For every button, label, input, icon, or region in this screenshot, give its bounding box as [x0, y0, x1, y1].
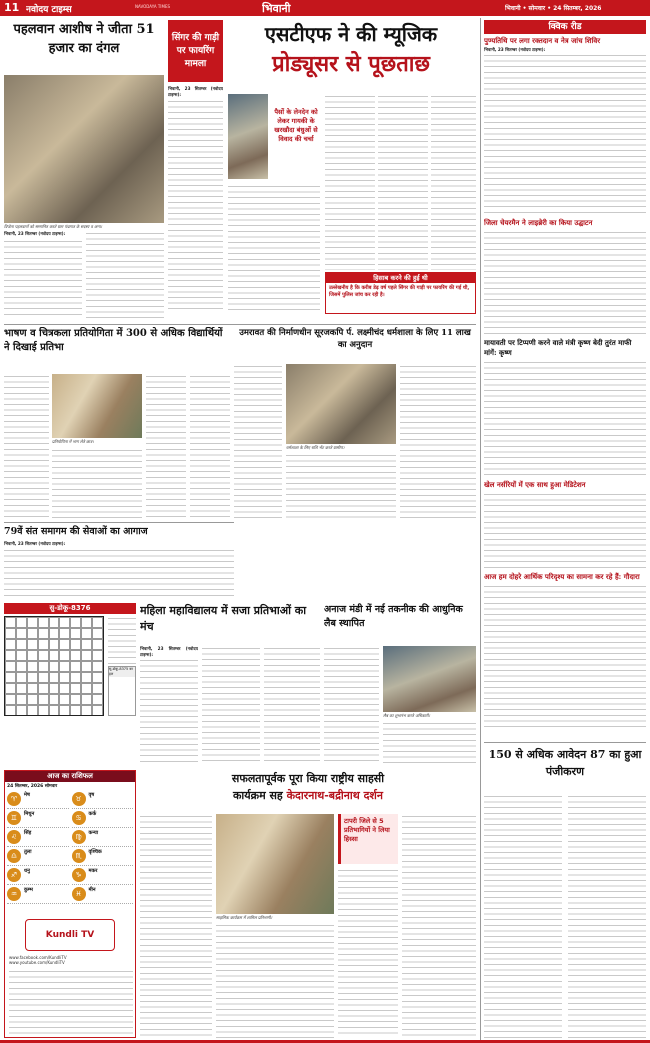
wrestler-photo — [4, 75, 164, 223]
zodiac-icon: ♍ — [72, 830, 86, 844]
rashifal-box — [4, 770, 136, 1038]
rashi-name: मीन — [88, 887, 96, 893]
rashi-name: सिंह — [24, 830, 32, 836]
competition-headline — [4, 327, 230, 371]
youtube-link[interactable]: www.youtube.com/KundliTV — [9, 960, 65, 965]
quick-item-4 — [484, 480, 646, 570]
rashi-item — [7, 828, 69, 847]
rashi-name: कन्या — [88, 830, 99, 836]
rashi-item — [7, 866, 69, 885]
college-col3 — [264, 646, 320, 764]
grant-headline — [234, 327, 476, 361]
lab-caption: लैब का शुभारंभ करते अधिकारी। — [383, 713, 431, 718]
headline: अनाज मंडी में नई तकनीक की आधुनिक लैब स्थापित — [324, 604, 463, 629]
item-headline: जिला चेयरमैन ने लाइब्रेरी का किया उद्घाटन — [484, 218, 593, 227]
stf-headline — [226, 20, 476, 90]
stf-col2 — [325, 94, 375, 270]
quick-item-6-headline — [484, 746, 646, 790]
rashifal-more-text — [9, 969, 133, 1035]
headline-line2: प्रोड्यूसर से पूछताछ — [272, 51, 430, 77]
grant-photo — [286, 364, 396, 444]
rashifal-title: आज का राशिफल — [5, 771, 135, 782]
kundli-logo — [25, 919, 115, 951]
zodiac-icon: ♓ — [72, 887, 86, 901]
zodiac-icon: ♉ — [72, 792, 86, 806]
adventure-photo — [216, 814, 334, 914]
story-dateline: भिवानी, 23 सितम्बर (नवोदय टाइम्स): — [168, 86, 223, 97]
headline-part2: कार्यक्रम सह — [232, 789, 287, 802]
rashi-name: वृश्चिक — [88, 849, 102, 855]
samagam-headline — [4, 525, 234, 539]
rashi-item — [72, 885, 134, 904]
quick-item-6-col2 — [568, 794, 646, 1038]
quick-item-2 — [484, 218, 646, 336]
firing-headline-box — [168, 20, 223, 82]
answer-label: सु-डोकू-8375 का हल — [109, 667, 135, 677]
producer-photo — [228, 94, 268, 179]
adventure-col1 — [140, 814, 212, 1038]
lab-photo — [383, 646, 476, 712]
item-text — [484, 584, 646, 728]
item-text — [484, 360, 646, 476]
competition-col3 — [146, 374, 186, 518]
rashifal-date: 24 सितम्बर, 2026 सोमवार — [7, 784, 58, 789]
headline: महिला महाविद्यालय में सजा प्रतिभाओं का मंच — [140, 604, 307, 633]
rashi-item — [72, 847, 134, 866]
quick-item-1 — [484, 36, 646, 216]
rashi-list — [5, 790, 135, 904]
headline: पहलवान आशीष ने जीता 51 हजार का दंगल — [13, 22, 155, 56]
item-headline: मायावती पर टिप्पणी करने वाले मंत्री कृष्ण बेदी तुरंत माफी मांगें: कृष्ण — [484, 338, 632, 357]
quick-read-title: क्विक रीड — [484, 20, 646, 34]
grant-col2 — [286, 453, 396, 518]
rashi-name: धनु — [24, 868, 30, 874]
headline-part1: सफलतापूर्वक पूरा किया राष्ट्रीय साहसी — [231, 772, 385, 785]
text-lines — [4, 548, 234, 598]
wrestler-caption: विजेता पहलवानों को सम्मानित करते ग्राम पंचायत के सदस्य व अन्य। — [4, 224, 103, 229]
hisab-title: हिसाब करने की हुई थी — [326, 273, 475, 283]
story-dateline: भिवानी, 23 सितम्बर (नवोदय टाइम्स): — [140, 646, 198, 657]
item-dateline: भिवानी, 23 सितम्बर (नवोदय टाइम्स): — [484, 47, 546, 52]
rashi-item — [7, 885, 69, 904]
text-lines — [4, 239, 82, 319]
page-header — [0, 0, 650, 16]
rashi-name: कुम्भ — [24, 887, 33, 893]
zodiac-icon: ♋ — [72, 811, 86, 825]
college-headline — [140, 603, 320, 643]
lab-headline — [324, 603, 476, 643]
item-headline: आज हम दोहरे आर्थिक परिदृश्य का सामना कर रहे हैं: गौदारा — [484, 572, 640, 581]
headline: सिंगर की गाड़ी पर फायरिंग मामला — [171, 32, 220, 69]
story-dateline: भिवानी, 23 सितम्बर (नवोदय टाइम्स): — [4, 231, 66, 236]
small-brand: NAVODAYA TIMES — [135, 4, 171, 9]
rashi-name: वृष — [88, 792, 95, 798]
stf-col1 — [228, 184, 320, 312]
headline: भाषण व चित्रकला प्रतियोगिता में 300 से अधिक विद्यार्थियों ने दिखाई प्रतिभा — [4, 328, 223, 353]
firing-article — [168, 86, 223, 312]
zodiac-icon: ♎ — [7, 849, 21, 863]
adventure-col3 — [338, 868, 398, 1038]
rashi-item — [7, 809, 69, 828]
item-text — [484, 230, 646, 334]
masthead: नवोदय टाइम्स — [26, 5, 72, 15]
grant-caption: धर्मशाला के लिए राशि भेंट करते ग्रामीण। — [286, 445, 345, 450]
pullquote-text: पैसों के लेनदेन को लेकर गायकी के खरखौदा बंधुओं से विवाद की चर्चा — [274, 108, 318, 143]
zodiac-icon: ♑ — [72, 868, 86, 882]
rashi-item — [72, 809, 134, 828]
grant-col3 — [400, 364, 476, 518]
sudoku-grid — [4, 616, 104, 716]
story-dateline: भिवानी, 23 सितम्बर (नवोदय टाइम्स): — [4, 541, 66, 546]
competition-col1 — [4, 374, 49, 518]
rashi-name: मिथुन — [24, 811, 35, 817]
rashi-name: तुला — [24, 849, 32, 855]
adventure-callout — [338, 814, 398, 864]
rashi-name: मेष — [24, 792, 30, 798]
quick-item-3 — [484, 338, 646, 478]
headline: 79वें संत समागम की सेवाओं का आगाज — [4, 526, 148, 537]
item-text — [484, 492, 646, 568]
sudoku-answer — [108, 666, 136, 716]
dateline: भिवानी • सोमवार • 24 सितम्बर, 2026 — [505, 5, 602, 12]
rashi-item — [72, 866, 134, 885]
item-headline: खेल नर्सरियों में एक साथ हुआ मेडिटेशन — [484, 480, 586, 489]
adventure-headline — [140, 770, 476, 810]
zodiac-icon: ♏ — [72, 849, 86, 863]
college-col1 — [140, 646, 198, 764]
zodiac-icon: ♌ — [7, 830, 21, 844]
zodiac-icon: ♈ — [7, 792, 21, 806]
article-text-col2 — [86, 231, 164, 321]
text-lines — [168, 99, 223, 312]
headline-line1: एसटीएफ ने की म्यूजिक — [264, 22, 438, 46]
section-name: भिवानी — [262, 2, 291, 15]
kundli-brand: Kundli TV — [45, 930, 95, 940]
lab-col2 — [383, 721, 476, 764]
sudoku-instructions — [108, 616, 136, 664]
adventure-col2 — [216, 923, 334, 1038]
headline-highlight: केदारनाथ-बद्रीनाथ दर्शन — [286, 789, 384, 802]
sudoku-title: सु-डोकू-8376 — [4, 603, 136, 614]
competition-col4 — [190, 374, 230, 518]
rashi-item — [72, 828, 134, 847]
stf-col4 — [431, 94, 476, 270]
rashi-item — [7, 790, 69, 809]
hisab-text: उल्लेखनीय है कि करीब डेढ़ वर्ष पहले सिंगर की गाड़ी पर फायरिंग की गई थी, जिसमें पुलिस जांच कर रही है। — [329, 285, 470, 298]
hisab-box — [325, 272, 476, 314]
rashi-name: मकर — [88, 868, 98, 874]
samagam-article — [4, 541, 234, 599]
competition-col2 — [52, 448, 142, 518]
college-col2 — [202, 646, 260, 764]
rashi-item — [72, 790, 134, 809]
rashi-item — [7, 847, 69, 866]
quick-item-5 — [484, 572, 646, 740]
zodiac-icon: ♊ — [7, 811, 21, 825]
kundli-links — [9, 955, 133, 965]
stf-col3 — [378, 94, 428, 270]
story-wrestler-headline — [4, 20, 164, 80]
competition-photo — [52, 374, 142, 438]
text-lines — [140, 658, 198, 763]
article-text — [4, 231, 82, 321]
item-text — [484, 53, 646, 213]
zodiac-icon: ♒ — [7, 887, 21, 901]
grant-col1 — [234, 364, 282, 518]
rashi-name: कर्क — [88, 811, 97, 817]
page-number: 11 — [4, 1, 20, 14]
adventure-caption: साहसिक कार्यक्रम में शामिल प्रतिभागी। — [216, 915, 273, 920]
callout-text: टापरी जिले से 5 प्रतिभागियों ने लिया हिस्सा — [344, 817, 390, 843]
lab-col1 — [324, 646, 379, 764]
item-headline: 150 से अधिक आवेदन 87 का हुआ पंजीकरण — [488, 748, 642, 778]
headline: उमरावत की निर्माणधीन सूरजकपि र्प. लक्ष्मीचंद धर्मशाला के लिए 11 लाख का अनुदान — [239, 328, 471, 350]
quick-item-6-col1 — [484, 794, 562, 1038]
competition-caption: प्रतियोगिता में भाग लेते छात्र। — [52, 439, 94, 444]
zodiac-icon: ♐ — [7, 868, 21, 882]
facebook-link[interactable]: www.facebook.com/KundliTV — [9, 955, 67, 960]
item-headline: पुण्यतिथि पर लगा रक्तदान व नेत्र जांच शिविर — [484, 36, 601, 45]
adventure-col4 — [402, 814, 476, 1038]
pullquote — [270, 108, 322, 168]
